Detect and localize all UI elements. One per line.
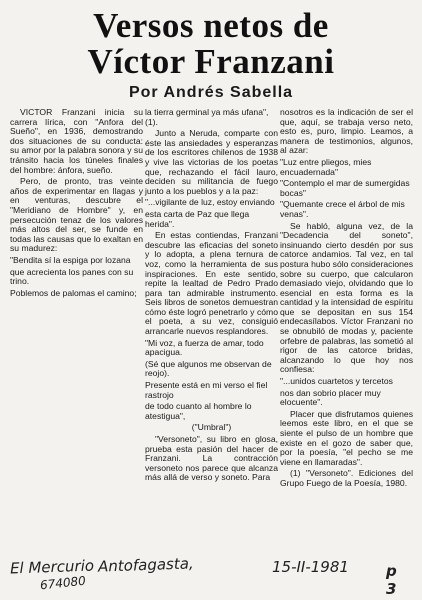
paragraph: nosotros es la indicación de ser el que, aquí, se trabaja verso neto, esto es, puro, limpio. Leamos, a manera de testimonios, algunos, al azar: [280,107,413,156]
paragraph: En estas contiendas, Franzani descubre las eficacias del soneto y lo adopta, a plena ternura de voz, como la herramienta de sus inspiraciones. En este sentido, repite la lealtad de Pedro Prado para tan admirable instrumento. Seis libros de sonetos demuestran cómo éste logró penetrarlo y cómo el poeta, a su vez, consiguió arrancarle nuevos resplandores. [145,230,278,337]
verse-line: la tierra germinal ya más ufana", (1). [145,107,269,127]
verse-line: "Bendita sí la espiga por lozana [10,254,131,265]
verse-line: Poblemos de palomas el camino; [10,287,137,298]
paragraph: Placer que disfrutamos quienes leemos este libro, en el que se siente el pulso de un hombre que existe en el gozo de saber que, por la poesía, "el pecho se me viene en llamaradas". [280,408,413,467]
handwritten-date: 15-II-1981 [272,558,349,576]
paragraph: VICTOR Franzani inicia su carrera lírica, con "Anfora del Sueño", en 1936, demostrando dos situaciones de su conducta: su amor por la palabra sonora y su tránsito hacia los túneles finales del hombre: ánfora, sueño. [10,107,143,175]
handwritten-page: p 3 [386,562,397,598]
verse-line: (Sé que algunos me observan de reojo). [145,358,272,379]
column-3 [280,108,413,491]
verse-line: "...vigilante de luz, estoy enviando [145,197,275,208]
handwritten-city: Antofagasta, [97,554,194,576]
paragraph: "Versoneto", su libro en glosa, prueba esta pasión del hacer de Franzani. La contracción versoneto nos parece que alcanza más allá de verso y soneto. Para [145,434,278,483]
handwritten-newspaper: El Mercurio [9,556,95,578]
paragraph: Pero, de pronto, tras veinte años de experimentar en llagas y en venturas, descubre el "Meridiano de Hombre" y, en persecución tenaz de los valores más altos del ser, se funde en todas las causas que lo exaltan en su madurez: [10,176,143,254]
column-1 [10,108,143,300]
paragraph: Junto a Neruda, comparte con éste las ansiedades y esperanzas de los escritores chilenos de 1938 y vive las victorias de los poetas que, rechazando el fácil lauro, deciden su militancia de fuego junto a los pueblos y a la paz: [145,128,278,196]
verse-line: "Quemante crece el árbol de mis venas". [280,199,405,219]
verse-line: nos dan sobrio placer muy elocuente". [280,387,381,408]
column-2 [145,108,278,485]
verse-line: de todo cuanto al hombre lo atestigua", [145,401,252,421]
verse-line: Presente está en mi verso el fiel rastrojo [145,380,268,400]
paragraph: Se habló, alguna vez, de la "Decadencia del soneto", insinuando cierto desdén por sus catorce andamios. Tal vez, en tal postura hubo sólo consideraciones sobre su cuerpo, que calcularon demasiado viejo, olvidando que lo esencial en esta forma es la cantidad y la intensidad de espíritu que se depositan en sus 154 endecasílabos. Víctor Franzani no se obnubiló de modas y, paciente orfebre de palabras, las sometió al rigor de las catorce bridas, alcanzando lo que hoy nos confiesa: [280,220,413,375]
footnote: (1) "Versoneto". Ediciones del Grupo Fuego de la Poesía, 1980. [280,468,413,488]
verse-line: "Mi voz, a fuerza de amar, todo apacigua. [145,337,264,358]
headline-line-1: Versos netos de [93,6,329,45]
byline: Por Andrés Sabella [128,84,294,101]
handwritten-code: 674080 [39,573,87,593]
headline-line-2: Víctor Franzani [87,42,335,81]
verse-source: ("Umbral") [191,422,232,433]
verse-line: esta carta de Paz que llega herida". [145,208,250,229]
verse-line: "Contemplo el mar de sumergidas bocas" [280,178,410,198]
verse-line: "...unidos cuartetos y tercetos [280,376,393,387]
handwritten-annotation [10,556,412,596]
verse-line: que acrecienta los panes con su trino. [10,266,134,287]
verse-line: "Luz entre pliegos, mies encuadernada" [280,156,372,177]
